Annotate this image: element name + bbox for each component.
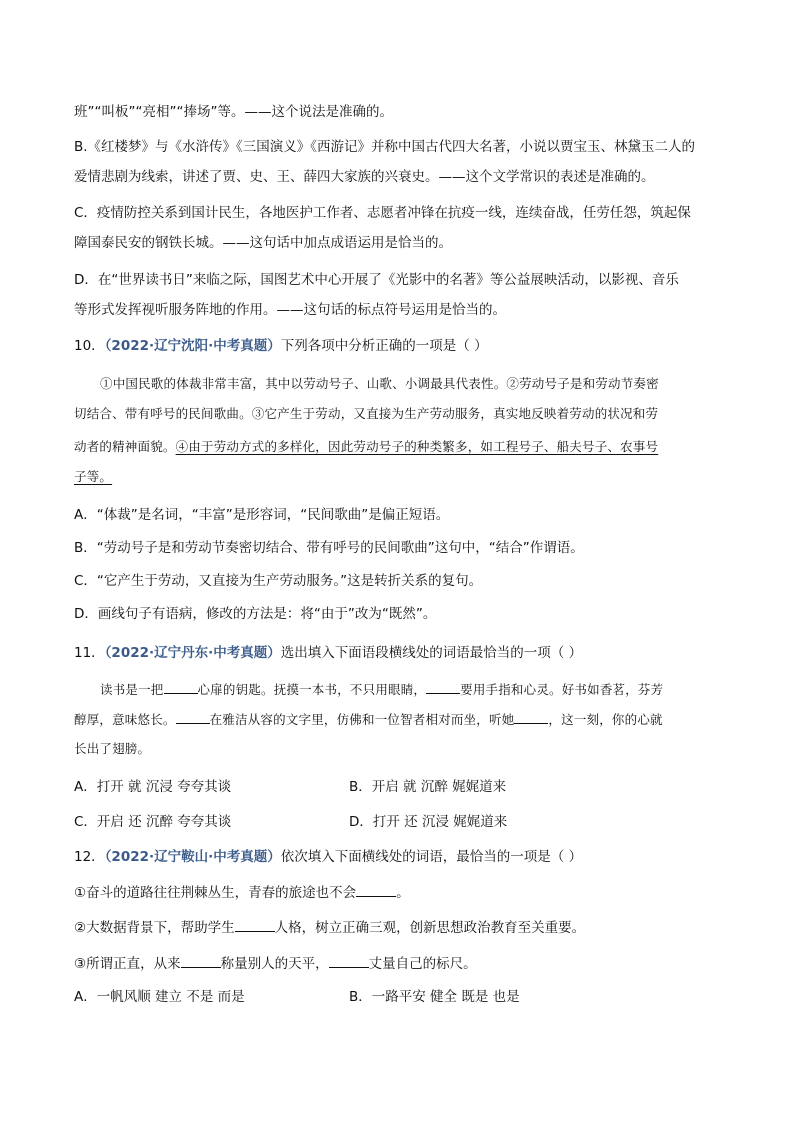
blank-line [181, 953, 221, 968]
q12-sentence-text: ③所谓正直，从来 [74, 956, 181, 972]
q11-passage-text: 醇厚，意味悠长。 [74, 712, 176, 727]
blank-line [356, 882, 396, 897]
q10-header [74, 336, 734, 356]
q9-option-c-line2: 障国泰民安的钢铁长城。——这句话中加点成语运用是恰当的。 [74, 235, 452, 251]
q10-option-b: B．“劳动号子是和劳动节奏密切结合、带有呼号的民间歌曲”这句中，“结合”作谓语。 [74, 540, 584, 556]
q11-option-b: B．开启 就 沉醉 娓娓道来 [349, 779, 507, 795]
q10-passage-line3 [74, 437, 734, 457]
q11-passage-text: 在雅洁从容的文字里，仿佛和一位智者相对而坐，听她 [209, 712, 515, 727]
q11-passage-text: 要用手指和心灵。好书如香茗，芬芳 [460, 682, 664, 697]
q10-underlined-sentence-end: 子等。 [74, 469, 113, 484]
q11-passage-line2 [74, 709, 734, 730]
blank-line [426, 679, 460, 694]
q10-stem: 下列各项中分析正确的一项是（ ） [280, 338, 488, 354]
q10-option-d: D．画线句子有语病，修改的方法是：将“由于”改为“既然”。 [74, 606, 437, 622]
blank-line [329, 953, 369, 968]
q10-passage-line3-plain: 动者的精神面貌。 [74, 439, 176, 454]
q12-sentence-text: 。 [396, 885, 410, 901]
blank-line [176, 709, 210, 724]
q12-stem: 依次填入下面横线处的词语，最恰当的一项是（ ） [280, 849, 583, 865]
q12-option-a: A．一帆风顺 建立 不是 而是 [74, 989, 245, 1005]
q12-header [74, 847, 734, 867]
q12-sentence-text: ②大数据背景下，帮助学生 [74, 920, 235, 936]
q12-sentence-1 [74, 882, 734, 903]
q9-continued-text: 班”“叫板”“亮相”“捧场”等。——这个说法是准确的。 [74, 104, 393, 120]
q11-passage-text: 读书是一把 [100, 682, 164, 697]
q12-sentence-text: 称量别人的天平， [220, 956, 329, 972]
q11-number: 11． [74, 645, 105, 661]
q12-sentence-text: 人格，树立正确三观，创新思想政治教育至关重要。 [274, 920, 586, 936]
q11-passage-line3: 长出了翅膀。 [74, 741, 151, 756]
q10-passage-line4 [74, 467, 734, 487]
q11-passage-line1 [100, 679, 740, 700]
q12-option-b: B．一路平安 健全 既是 也是 [349, 989, 520, 1005]
q10-source: （2022·辽宁沈阳·中考真题） [104, 338, 281, 354]
blank-line [235, 917, 275, 932]
q11-option-c: C．开启 还 沉醉 夸夸其谈 [74, 814, 232, 830]
q11-passage-text: 心扉的钥匙。抚摸一本书，不只用眼睛， [197, 682, 427, 697]
q12-sentence-text: 丈量自己的标尺。 [368, 956, 477, 972]
blank-line [514, 709, 548, 724]
q11-source: （2022·辽宁丹东·中考真题） [104, 645, 281, 661]
q12-sentence-2 [74, 917, 734, 938]
q11-header [74, 643, 734, 663]
q9-option-d-line1: D．在“世界读书日”来临之际，国图艺术中心开展了《光影中的名著》等公益展映活动，以影视、音乐 [74, 272, 679, 288]
q10-option-c: C．“它产生于劳动，又直接为生产劳动服务。”这是转折关系的复句。 [74, 573, 483, 589]
q9-option-c-line1: C．疫情防控关系到国计民生，各地医护工作者、志愿者冲锋在抗疫一线，连续奋战，任劳任怨，筑起保 [74, 205, 691, 221]
q11-option-d: D．打开 还 沉浸 娓娓道来 [349, 814, 508, 830]
q10-option-a: A．“体裁”是名词，“丰富”是形容词，“民间歌曲”是偏正短语。 [74, 507, 450, 523]
q10-passage-line2: 切结合、带有呼号的民间歌曲。③它产生于劳动，又直接为生产劳动服务，真实地反映着劳动的状况和劳 [74, 406, 659, 421]
q9-option-b-line2: 爱情悲剧为线索，讲述了贾、史、王、薛四大家族的兴衰史。——这个文学常识的表述是准确的。 [74, 169, 655, 185]
q9-option-b-line1: B.《红楼梦》与《水浒传》《三国演义》《西游记》并称中国古代四大名著，小说以贾宝玉、林黛玉二人的 [74, 139, 696, 155]
q12-number: 12． [74, 849, 105, 865]
q11-stem: 选出填入下面语段横线处的词语最恰当的一项（ ） [280, 645, 583, 661]
q9-option-d-line2: 等形式发挥视听服务阵地的作用。——这句话的标点符号运用是恰当的。 [74, 302, 506, 318]
q12-sentence-3 [74, 953, 734, 974]
q10-underlined-sentence: ④由于劳动方式的多样化，因此劳动号子的种类繁多，如工程号子、船夫号子、农事号 [175, 439, 659, 454]
q12-sentence-text: ①奋斗的道路往往荆棘丛生，青春的旅途也不会 [74, 885, 357, 901]
q11-option-a: A．打开 就 沉浸 夸夸其谈 [74, 779, 232, 795]
q10-passage-line1: ①中国民歌的体裁非常丰富，其中以劳动号子、山歌、小调最具代表性。②劳动号子是和劳动节奏密 [100, 376, 659, 391]
q11-passage-text: ，这一刻，你的心就 [548, 712, 663, 727]
q10-number: 10． [74, 338, 105, 354]
q12-source: （2022·辽宁鞍山·中考真题） [104, 849, 281, 865]
blank-line [164, 679, 198, 694]
